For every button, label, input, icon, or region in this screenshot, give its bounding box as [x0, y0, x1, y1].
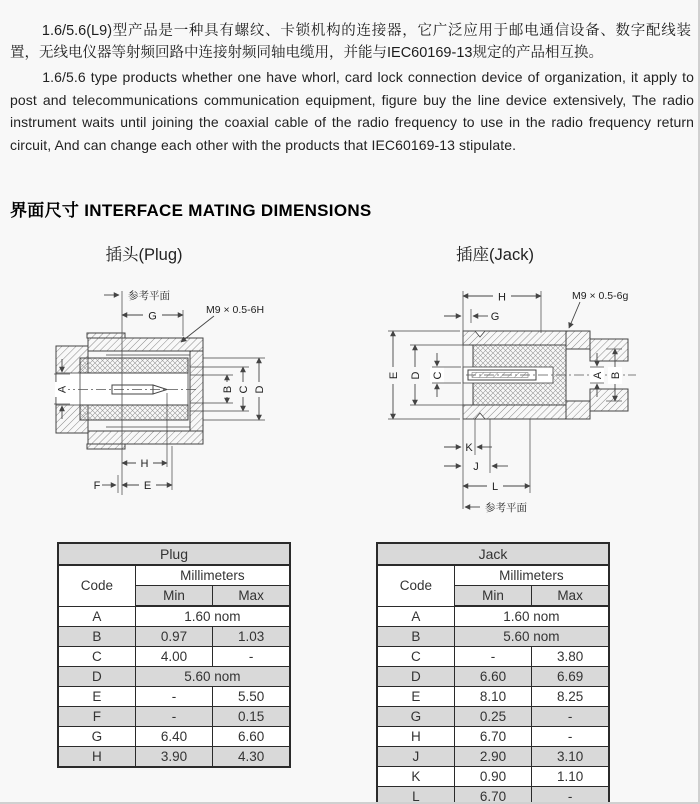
- table-row: [377, 627, 609, 647]
- code-cell: K: [377, 767, 454, 787]
- code-cell: G: [58, 727, 135, 747]
- min-cell: -: [454, 647, 531, 667]
- code-cell: F: [58, 707, 135, 727]
- value-cell: 5.60 nom: [454, 627, 609, 647]
- table-header-row: [377, 565, 609, 586]
- min-cell: 0.97: [135, 627, 212, 647]
- code-cell: G: [377, 707, 454, 727]
- plug-dim-d: D: [254, 385, 266, 394]
- jack-ref-plane-label: 参考平面: [485, 502, 527, 514]
- intro-paragraph-chinese: 1.6/5.6(L9)型产品是一种具有螺纹、卡锁机构的连接器，它广泛应用于邮电通信设备、数字配线装置，无线电仪器等射频回路中连接射频同轴电缆用，并能与IEC60169-13规定的产品相互换。: [10, 22, 691, 61]
- plug-drawing: [40, 283, 330, 523]
- unit-header: Millimeters: [135, 565, 290, 586]
- jack-thread-leader: [569, 302, 580, 328]
- min-cell: 8.10: [454, 687, 531, 707]
- code-cell: C: [58, 647, 135, 667]
- table-row: [377, 606, 609, 627]
- jack-dim-h: H: [498, 291, 506, 304]
- jack-dim-k: K: [465, 442, 473, 454]
- table-row: [58, 647, 290, 667]
- min-cell: -: [135, 687, 212, 707]
- jack-drawing-svg: [368, 283, 668, 523]
- max-cell: -: [532, 787, 609, 804]
- plug-thread-label: M9 × 0.5-6H: [206, 304, 265, 316]
- table-row: [377, 787, 609, 804]
- min-cell: 3.90: [135, 747, 212, 768]
- min-cell: -: [135, 707, 212, 727]
- jack-dim-b: B: [610, 371, 622, 380]
- table-title: Plug: [58, 543, 290, 565]
- table-row: [58, 606, 290, 627]
- max-cell: -: [532, 707, 609, 727]
- max-cell: 5.50: [213, 687, 290, 707]
- max-cell: 8.25: [532, 687, 609, 707]
- jack-dim-e: E: [388, 371, 400, 380]
- plug-ref-plane-label: 参考平面: [128, 290, 170, 302]
- code-cell: L: [377, 787, 454, 804]
- jack-dim-l: L: [491, 481, 499, 493]
- plug-dim-e: E: [143, 480, 152, 492]
- code-cell: B: [377, 627, 454, 647]
- plug-dim-b: B: [222, 385, 234, 394]
- table-row: [58, 707, 290, 727]
- value-cell: 1.60 nom: [454, 606, 609, 627]
- min-cell: 6.60: [454, 667, 531, 687]
- jack-drawing: [368, 283, 668, 528]
- max-cell: 6.69: [532, 667, 609, 687]
- min-header: Min: [135, 586, 212, 607]
- plug-dim-c: C: [238, 385, 250, 394]
- plug-dim-a: A: [56, 385, 69, 394]
- value-cell: 1.60 nom: [135, 606, 290, 627]
- max-cell: 3.10: [532, 747, 609, 767]
- max-header: Max: [532, 586, 609, 607]
- table-row: [58, 727, 290, 747]
- table-row: [377, 647, 609, 667]
- max-cell: 0.15: [213, 707, 290, 727]
- min-cell: 6.70: [454, 727, 531, 747]
- jack-figure-title: 插座(Jack): [456, 246, 534, 264]
- table-row: [377, 727, 609, 747]
- table-row: [377, 747, 609, 767]
- code-cell: H: [377, 727, 454, 747]
- jack-dim-c: C: [432, 371, 444, 380]
- code-cell: D: [58, 667, 135, 687]
- unit-header: Millimeters: [454, 565, 609, 586]
- code-cell: E: [58, 687, 135, 707]
- min-cell: 0.90: [454, 767, 531, 787]
- min-cell: 6.70: [454, 787, 531, 804]
- code-header: Code: [377, 565, 454, 606]
- jack-spec-table: [376, 542, 610, 804]
- table-row: [58, 667, 290, 687]
- code-header: Code: [58, 565, 135, 606]
- plug-drawing-svg: [40, 283, 330, 518]
- jack-dim-a: A: [592, 371, 604, 380]
- table-row: [58, 687, 290, 707]
- table-row: [377, 687, 609, 707]
- table-row: [377, 667, 609, 687]
- min-cell: 4.00: [135, 647, 212, 667]
- table-row: [58, 627, 290, 647]
- plug-figure-title: 插头(Plug): [105, 246, 183, 264]
- table-title: Jack: [377, 543, 609, 565]
- code-cell: B: [58, 627, 135, 647]
- max-cell: 3.80: [532, 647, 609, 667]
- value-cell: 5.60 nom: [135, 667, 290, 687]
- table-title-row: [58, 543, 290, 565]
- jack-thread-label: M9 × 0.5-6g: [572, 290, 629, 302]
- code-cell: C: [377, 647, 454, 667]
- min-cell: 2.90: [454, 747, 531, 767]
- max-cell: -: [532, 727, 609, 747]
- table-title-row: [377, 543, 609, 565]
- section-title: 界面尺寸 INTERFACE MATING DIMENSIONS: [10, 201, 372, 220]
- plug-spec-table: [57, 542, 291, 768]
- jack-dim-j: J: [473, 461, 479, 473]
- code-cell: D: [377, 667, 454, 687]
- max-cell: 6.60: [213, 727, 290, 747]
- plug-dim-h: H: [140, 458, 149, 470]
- plug-body: [56, 333, 203, 449]
- max-cell: 4.30: [213, 747, 290, 768]
- max-cell: -: [213, 647, 290, 667]
- min-cell: 0.25: [454, 707, 531, 727]
- max-header: Max: [213, 586, 290, 607]
- code-cell: A: [377, 606, 454, 627]
- plug-dim-f: F: [93, 480, 101, 492]
- jack-dim-d: D: [410, 371, 422, 380]
- jack-dim-g: G: [490, 311, 500, 323]
- code-cell: A: [58, 606, 135, 627]
- table-row: [377, 767, 609, 787]
- code-cell: J: [377, 747, 454, 767]
- min-cell: 6.40: [135, 727, 212, 747]
- table-row: [58, 747, 290, 768]
- table-header-row: [58, 565, 290, 586]
- plug-dim-g: G: [148, 310, 157, 323]
- max-cell: 1.03: [213, 627, 290, 647]
- intro-paragraph-english: 1.6/5.6 type products whether one have whorl, card lock connection device of organization, it apply to post and telecommunications communication equipment, figure buy the line device extensively, The radio instrument waits until joining the coaxial cable of the radio frequency to use in the radio frequency return circuit, And can change each other with the products that IEC60169-13 stipulate.: [10, 69, 694, 153]
- max-cell: 1.10: [532, 767, 609, 787]
- min-header: Min: [454, 586, 531, 607]
- code-cell: E: [377, 687, 454, 707]
- code-cell: H: [58, 747, 135, 768]
- table-row: [377, 707, 609, 727]
